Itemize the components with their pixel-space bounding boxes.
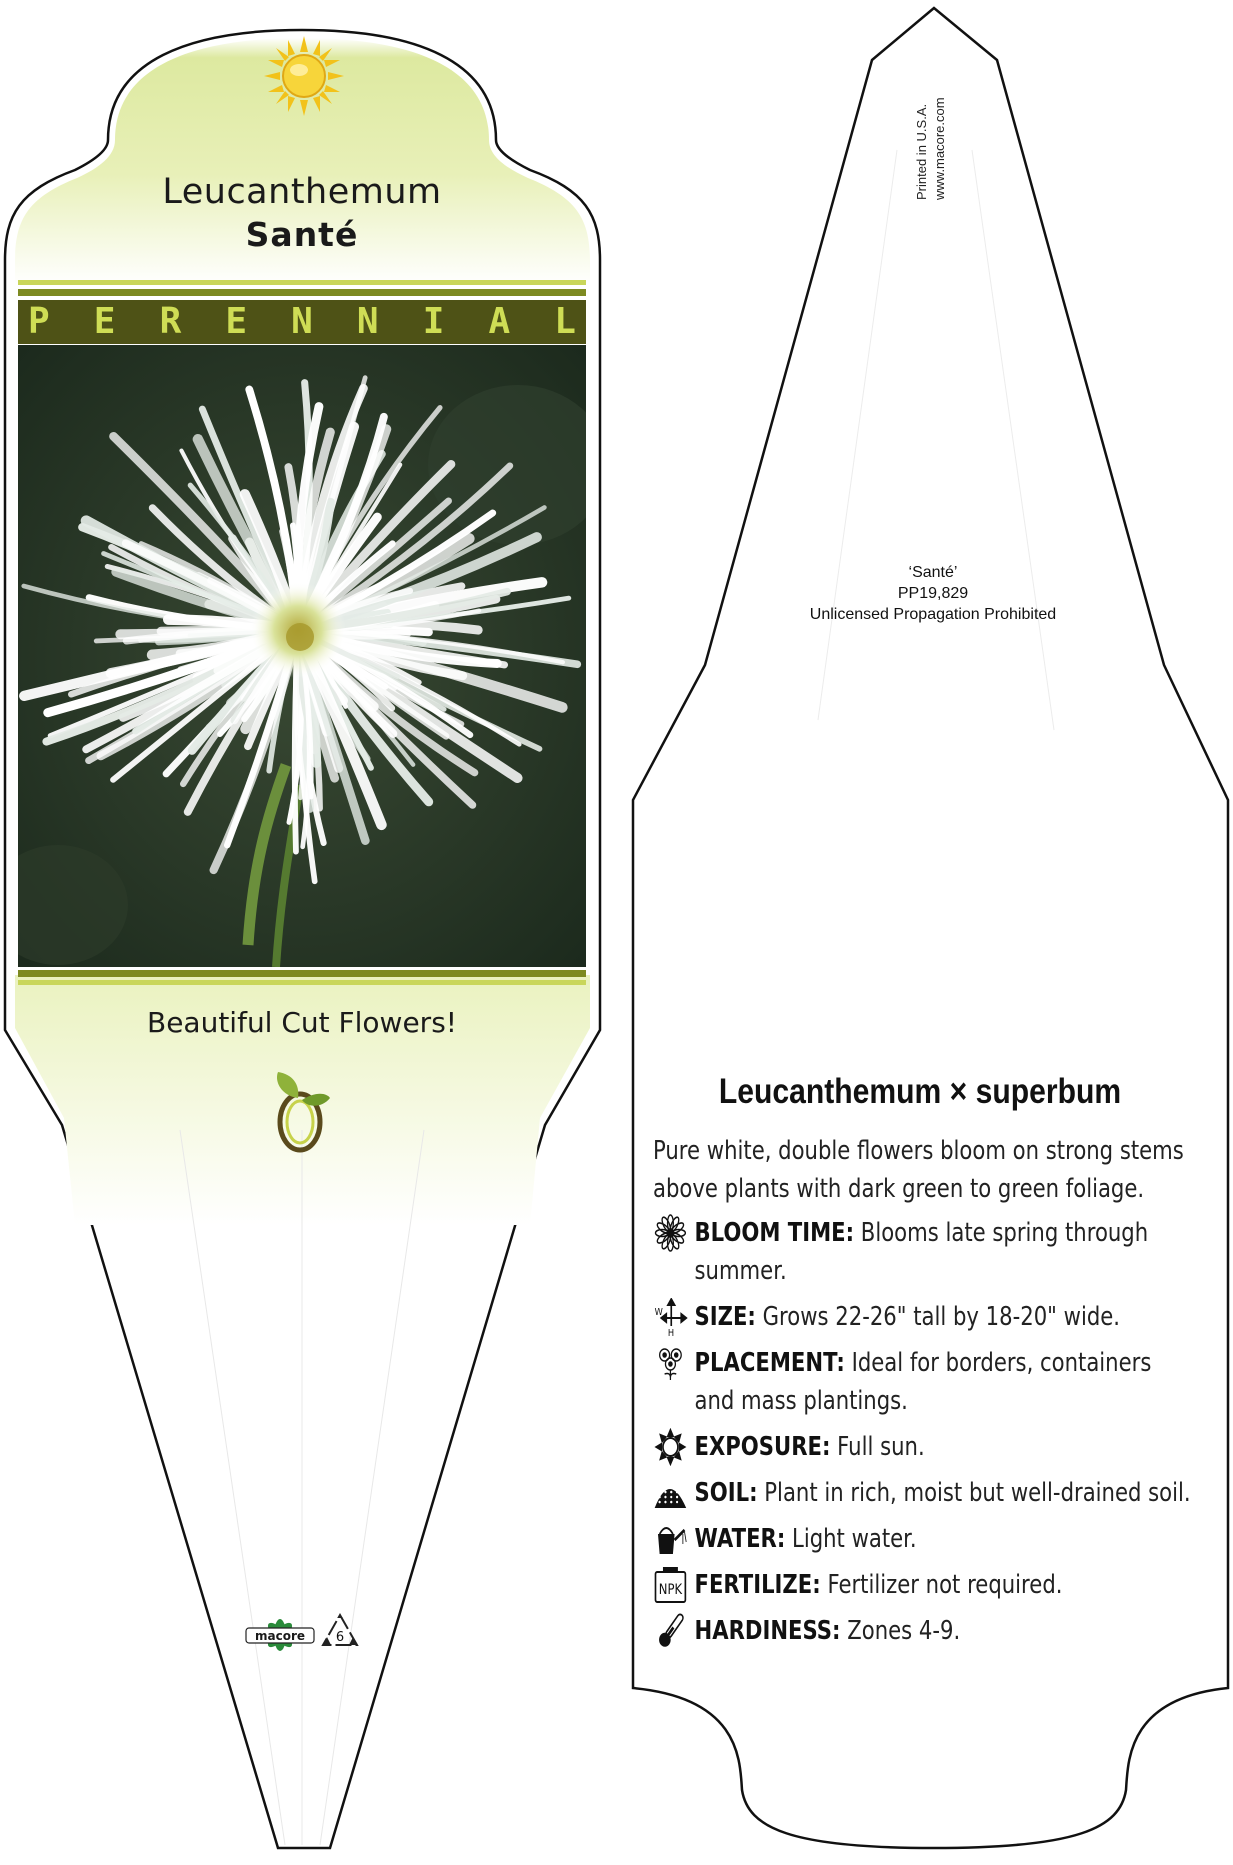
care-label: EXPOSURE: [694,1432,831,1462]
rule-top-1 [18,280,586,285]
flower-icon [653,1214,688,1252]
care-item [653,1474,1193,1512]
rule-bottom-1 [18,970,586,977]
category-letter: R [159,301,182,342]
cultivar-title: Santé [245,215,359,254]
website: www.macore.com [932,97,947,200]
flower-photo [18,345,586,967]
sun-outline-icon [653,1428,688,1466]
category-band [18,300,586,344]
care-value: Light water. [785,1524,917,1554]
recycle-number: 6 [335,1630,345,1645]
category-letter: A [488,301,511,342]
care-text [695,1344,1193,1420]
patent-block [733,562,1133,625]
patent-cultivar: ‘Santé’ [908,564,958,581]
care-label: SOIL: [694,1478,758,1508]
care-label: FERTILIZE: [694,1570,821,1600]
care-item [653,1566,1193,1604]
care-item [653,1298,1193,1336]
care-item [653,1612,1193,1650]
plant-group-icon [653,1344,688,1382]
care-item [653,1428,1193,1466]
size-w-label: W [654,1306,663,1319]
care-value: Plant in rich, moist but well-drained soil. [757,1478,1191,1508]
category-letter: P [28,301,50,342]
care-item [653,1520,1193,1558]
soil-pile-icon [653,1474,688,1512]
brand-name: macore [254,1629,306,1643]
patent-number: PP19,829 [897,585,969,602]
care-text [695,1298,1193,1336]
category-letter: E [93,301,116,342]
printed-in: Printed in U.S.A. [914,103,929,200]
watering-can-icon [653,1520,688,1558]
seed-sprout-icon [268,1068,332,1154]
size-arrows-icon [653,1298,688,1336]
description: Pure white, double flowers bloom on strong stems above plants with dark green to green foliage. [653,1136,1184,1204]
tagline: Beautiful Cut Flowers! [146,1006,458,1039]
size-h-label: H [667,1327,675,1336]
macore-logo [244,1605,316,1665]
care-item [653,1214,1193,1290]
rule-bottom-2 [18,980,586,985]
category-letter: N [356,301,379,342]
care-value: Full sun. [830,1432,925,1462]
patent-notice: Unlicensed Propagation Prohibited [809,606,1057,623]
care-value: Fertilizer not required. [820,1570,1063,1600]
npk-label: NPK [658,1582,683,1599]
care-info [653,1132,1191,1658]
category-label [18,300,586,344]
care-value: Zones 4-9. [840,1616,961,1646]
care-value: Grows 22-26" tall by 18-20" wide. [755,1302,1121,1332]
care-text [695,1520,1193,1558]
care-item [653,1344,1193,1420]
botanical-name: Leucanthemum × superbum [718,1072,1122,1111]
genus-title: Leucanthemum [162,172,442,212]
rule-top-2 [18,289,586,296]
care-label: SIZE: [694,1302,756,1332]
recycle-icon [320,1612,360,1650]
sun-icon [262,34,346,118]
care-value: Ideal for borders, containers and mass plantings. [694,1348,1152,1416]
care-label: BLOOM TIME: [694,1218,855,1248]
care-label: WATER: [694,1524,786,1554]
care-text [695,1474,1193,1512]
print-info [913,0,949,200]
care-label: PLACEMENT: [694,1348,845,1378]
care-text [695,1214,1193,1290]
care-text [695,1566,1193,1604]
care-value: Blooms late spring through summer. [694,1218,1149,1286]
care-label: HARDINESS: [694,1616,841,1646]
care-text [695,1428,1193,1466]
care-text [695,1612,1193,1650]
care-list [653,1214,1191,1650]
category-letter: I [422,301,445,342]
fertilizer-npk-icon [653,1566,688,1604]
thermometer-icon [653,1612,688,1650]
category-letter: L [554,301,576,342]
category-letter: N [291,301,313,342]
category-letter: E [225,301,248,342]
